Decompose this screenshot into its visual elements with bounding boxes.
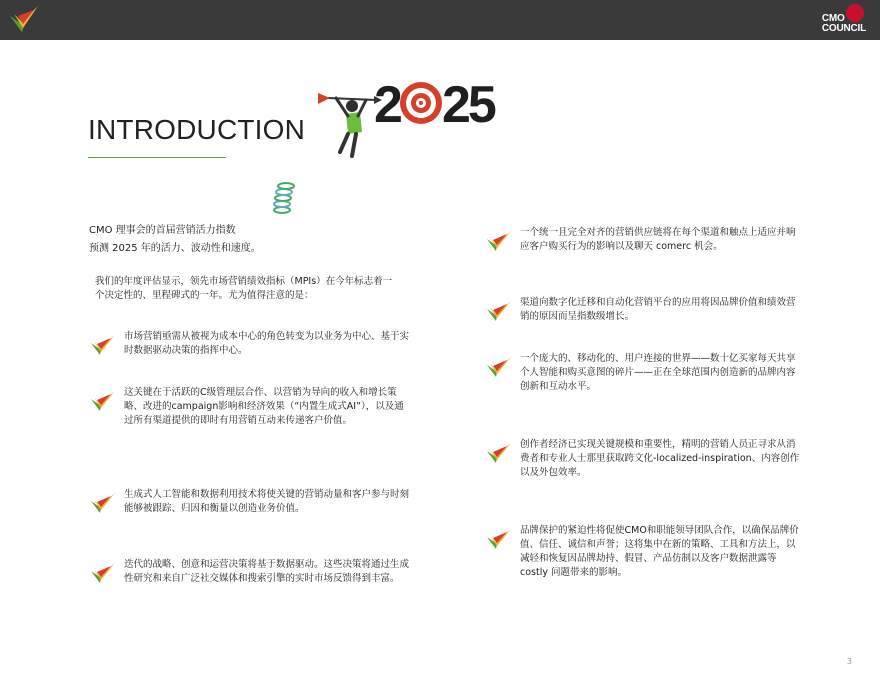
- check-icon: [486, 528, 512, 550]
- left-bullet-4-text: 迭代的战略、创意和运营决策将基于数据驱动。这些决策将通过生成性研究和来自广泛社交媒体和搜索引擎的实时市场反馈得到丰富。: [124, 559, 410, 584]
- lead-paragraph: 我们的年度评估显示，领先市场营销绩效指标（MPIs）在今年标志着一个决定性的、里程碑式的一年。尤为值得注意的是：: [95, 276, 393, 301]
- check-icon: [90, 334, 116, 356]
- check-icon: [90, 562, 116, 584]
- top-bar: [0, 0, 880, 40]
- target-icon: [400, 82, 442, 124]
- right-bullet-1: [486, 226, 816, 254]
- right-bullet-2-text: 渠道向数字化迁移和自动化营销平台的应用将因品牌价值和绩效营销的原因而呈指数级增长。: [520, 297, 796, 322]
- right-bullet-2: [486, 296, 816, 324]
- left-bullet-1-text: 市场营销亟需从被视为成本中心的角色转变为以业务为中心、基于实时数据驱动决策的指挥中心。: [124, 331, 410, 356]
- intro-line-2: 预测 2025 年的活力、波动性和速度。: [89, 243, 261, 254]
- left-bullet-2: [90, 386, 410, 428]
- year-2025: [374, 76, 496, 134]
- check-icon: [486, 356, 512, 378]
- right-bullet-4-text: 创作者经济已实现关键规模和重要性，精明的营销人员正寻求从消费者和专业人士那里获取跨文化-localized-inspiration、内容创作以及外包效率。: [520, 439, 800, 478]
- page-title: INTRODUCTION: [88, 114, 306, 145]
- svg-text:25: 25: [442, 76, 494, 134]
- left-bullet-4: [90, 558, 410, 586]
- page-number: 3: [846, 657, 852, 666]
- right-bullet-5: [486, 524, 816, 580]
- check-icon: [90, 492, 116, 514]
- intro-text: [89, 222, 261, 258]
- svg-text:2: 2: [374, 76, 400, 134]
- left-bullet-3: [90, 488, 410, 516]
- left-bullet-3-text: 生成式人工智能和数据利用技术将使关键的营销动量和客户参与时刻能够被跟踪、归因和衡量以创造业务价值。: [124, 489, 410, 514]
- left-bullet-1: [90, 330, 410, 358]
- left-bullet-2-text: 这关键在于活跃的C级管理层合作、以营销为导向的收入和增长策略、改进的campaign影响和经济效果（“内置生成式AI”），以及通过所有渠道提供的即时有用营销互动来传递客户价值。: [124, 387, 404, 426]
- check-icon: [486, 300, 512, 322]
- check-icon: [486, 230, 512, 252]
- title-underline: [88, 157, 226, 158]
- right-bullet-1-text: 一个统一且完全对齐的营销供应链将在每个渠道和触点上适应并响应客户购买行为的影响以及聊天 comerc 机会。: [520, 227, 796, 252]
- person-figure-icon: [336, 98, 366, 156]
- cmo-council-logo: CMO COUNCIL: [821, 13, 866, 34]
- right-bullet-3-text: 一个庞大的、移动化的、用户连接的世界——数十亿买家每天共享个人智能和购买意图的碎片——正在全球范围内创造新的品牌内容创新和互动水平。: [520, 353, 796, 392]
- right-bullet-3: [486, 352, 816, 394]
- year-dart-illustration: [268, 60, 528, 220]
- check-icon: [486, 442, 512, 464]
- check-logo-icon: [8, 4, 42, 34]
- right-bullet-4: [486, 438, 816, 480]
- spring-icon: [274, 183, 294, 213]
- check-icon: [90, 390, 116, 412]
- intro-line-1: CMO 理事会的首届营销活力指数: [89, 225, 236, 236]
- right-bullet-5-text: 品牌保护的紧迫性将促使CMO和职能领导团队合作，以确保品牌价值、信任、诚信和声誉；这将集中在新的策略、工具和方法上，以减轻和恢复因品牌劫持、假冒、产品仿制以及客户数据泄露等 costly 问题带来的影响。: [520, 525, 799, 578]
